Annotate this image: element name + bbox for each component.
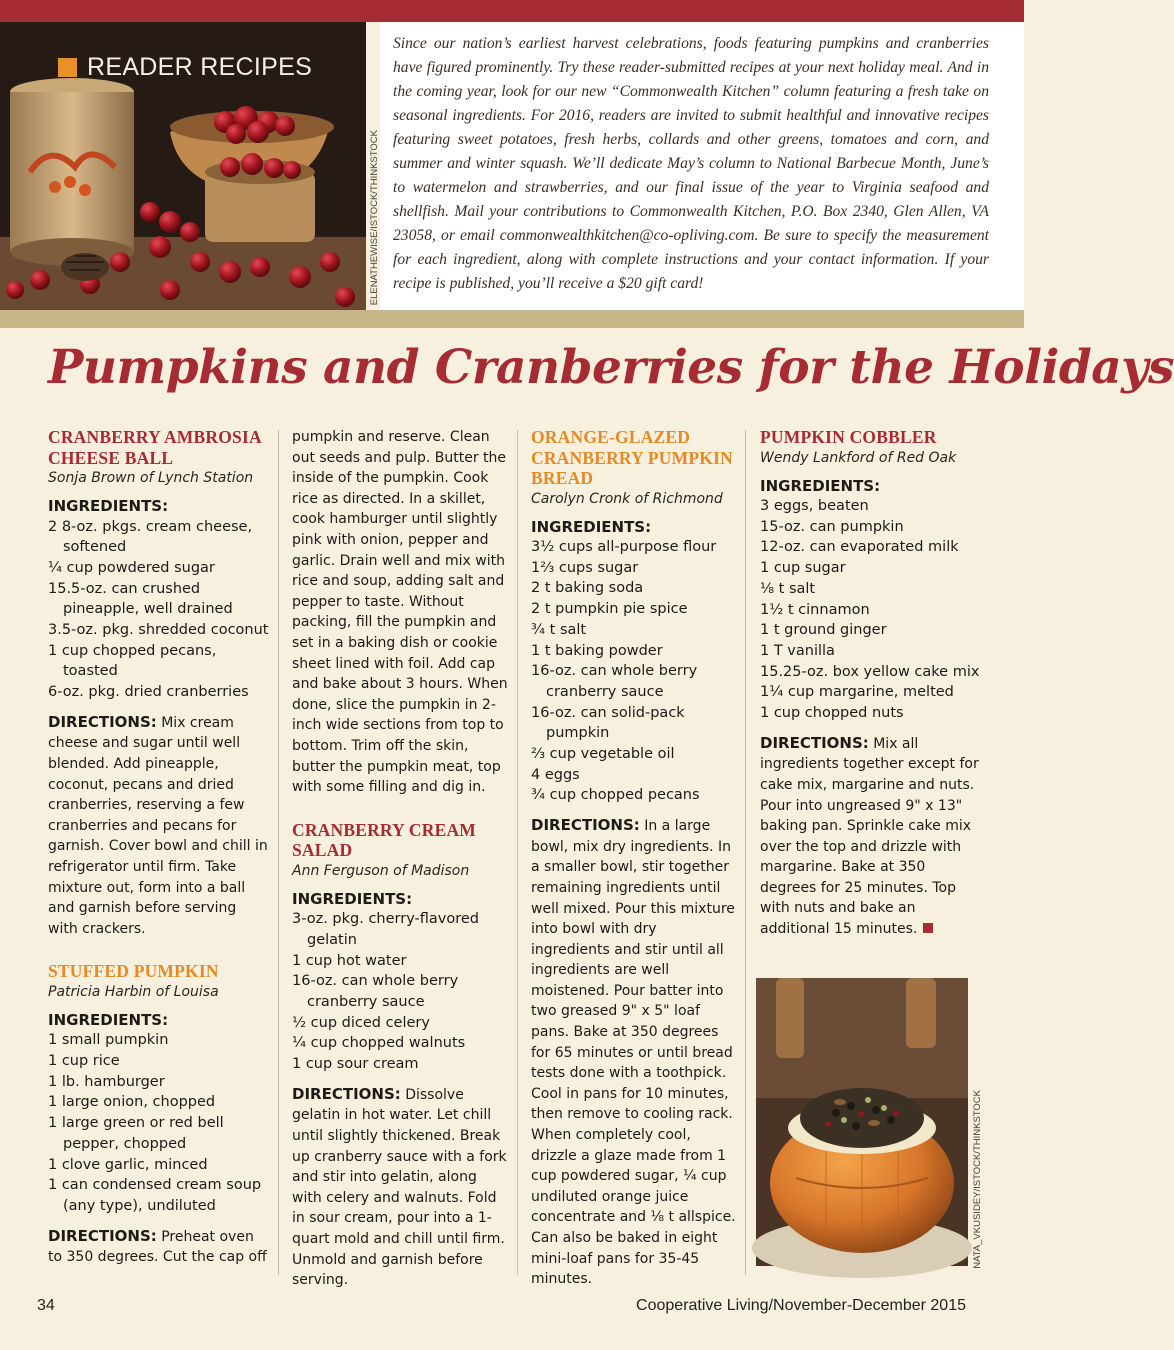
ingredient-item: 15-oz. can pumpkin [760,518,904,535]
page-number: 34 [37,1297,55,1314]
publication-footer: Cooperative Living/November-December 2015 [636,1297,966,1314]
ingredient-item: 12-oz. can evaporated milk [760,539,959,556]
tag-square-icon [58,58,77,77]
recipe-title: PUMPKIN COBBLER [760,427,937,447]
recipe-author: Sonja Brown of Lynch Station [48,470,254,486]
ingredient-item: 3½ cups all-purpose flour [531,539,717,555]
ingredients-heading: INGREDIENTS: [292,889,413,908]
ingredient-item: ¾ t salt [531,621,587,638]
recipe-directions [760,733,982,940]
ingredient-item: 15.5-oz. can crushed pineapple, well drained [48,580,233,618]
ingredient-item: 16-oz. can whole berry cranberry sauce [292,973,459,1010]
directions-text: Mix all ingredients together except for cake mix, margarine and nuts. Pour into ungreased 9" x 13" baking pan. Sprinkle cake mix over the top and drizzle with margarine. Bake at 350 degrees for 25 minutes. Top with nuts and bake an additional 15 minutes. [760,735,979,938]
column-4 [760,427,982,940]
ingredients-heading: INGREDIENTS: [760,476,881,495]
column-2 [292,427,510,1291]
recipe-directions [292,1084,510,1291]
ingredient-item: 1 can condensed cream soup (any type), undiluted [48,1177,262,1214]
ingredient-item: 1 cup rice [48,1053,120,1070]
intro-paragraph: Since our nation’s earliest harvest celebrations, foods featuring pumpkins and cranberries have figured prominently. Try these reader-submitted recipes at your next holiday meal. And in the coming year, look for our new “Commonwealth Kitchen” column featuring a fresh take on seasonal ingredients. For 2016, readers are invited to submit healthful and innovative recipes featuring sweet potatoes, fresh herbs, collards and other greens, tomatoes and corn, and summer and winter squash. We’ll dedicate May’s column to National Barbecue Month, June’s to watermelon and strawberries, and our final issue of the year to Virginia seafood and shellfish. Mail your contributions to Commonwealth Kitchen, P.O. Box 2340, Glen Allen, VA 23058, or email commonwealthkitchen@co-opliving.com. Be sure to specify the measurement for each ingredient, along with complete instructions and your contact information. If your recipe is published, you’ll receive a $20 gift card! [393,35,989,292]
ingredient-item: 1 small pumpkin [48,1032,169,1049]
directions-label: DIRECTIONS: [48,1226,157,1245]
section-tag [58,53,312,82]
ingredient-item: 3.5-oz. pkg. shredded coconut [48,622,269,639]
directions-label: DIRECTIONS: [760,733,869,752]
ingredient-item: 1¼ cup margarine, melted [760,684,954,701]
photo-credit: ELENATHEWISE/ISTOCK/THINKSTOCK [369,130,380,306]
ingredient-item: 1 t ground ginger [760,622,887,639]
section-tag-label: READER RECIPES [87,53,313,81]
ingredients-heading: INGREDIENTS: [48,497,169,515]
column-divider [745,430,746,1275]
ingredient-item: 1 cup chopped pecans, toasted [48,642,217,680]
recipe-directions [48,712,270,940]
recipe-title: STUFFED PUMPKIN [48,961,219,982]
ingredient-item: 1 clove garlic, minced [48,1156,208,1173]
directions-continued: pumpkin and reserve. Clean out seeds and pulp. Butter the inside of the pumpkin. Cook rice as directed. In a skillet, cook hamburger until slightly pink with onion, pepper and garlic. Drain well and mix with rice and soup, adding salt and pepper to taste. Without packing, fill the pumpkin and set in a baking dish or cookie sheet lined with foil. Add cap and bake about 3 hours. When done, slice the pumpkin in 2-inch wide sections from top to bottom. Trim off the skin, butter the pumpkin meat, top with some filling and dig in. [292,429,508,796]
recipe-directions [48,1226,270,1268]
ingredient-item: ½ cup diced celery [292,1014,430,1031]
ingredient-item: ¼ cup powdered sugar [48,559,215,576]
ingredient-item: ⅔ cup vegetable oil [531,746,675,763]
directions-text: Mix cream cheese and sugar until well blended. Add pineapple, coconut, pecans and dried cranberries, reserving a few cranberries and pecans for garnish. Cover bowl and chill in refrigerator until firm. Take mixture out, form into a ball and garnish before serving with crackers. [48,714,268,937]
ingredient-item: ¾ cup chopped pecans [531,787,700,804]
ingredient-item: 15.25-oz. box yellow cake mix [760,663,980,680]
column-divider [517,430,518,1275]
photo-credit: NATA_VKUSIDEY/ISTOCK/THINKSTOCK [972,1090,983,1269]
ingredient-item: 16-oz. can whole berry cranberry sauce [531,663,698,700]
recipe-author: Wendy Lankford of Red Oak [760,449,957,466]
end-mark-icon [923,923,933,933]
recipe-title: CRANBERRY CREAM SALAD [292,819,477,861]
top-color-band [0,0,1024,22]
page-title: Pumpkins and Cranberries for the Holidays [48,340,1174,395]
ingredient-item: 3 eggs, beaten [760,498,869,514]
ingredient-item: 2 t baking soda [531,580,644,597]
ingredient-item: 3-oz. pkg. cherry-flavored gelatin [292,911,479,948]
ingredient-item: 1 cup sugar [760,560,846,577]
directions-text: Preheat oven to 350 degrees. Cut the cap off [48,1228,267,1266]
directions-label: DIRECTIONS: [292,1084,401,1103]
stuffed-pumpkin-photo [756,978,968,1266]
column-divider [278,430,279,1275]
recipe-title: ORANGE-GLAZED CRANBERRY PUMPKIN BREAD [531,427,733,488]
gold-band [0,310,1024,328]
ingredients-heading: INGREDIENTS: [48,1010,169,1029]
column-1 [48,427,270,1268]
ingredient-item: 1 large onion, chopped [48,1094,216,1111]
ingredient-item: 1 cup hot water [292,952,407,969]
recipe-author: Patricia Harbin of Louisa [48,983,219,1000]
ingredient-item: 4 eggs [531,766,580,783]
directions-label: DIRECTIONS: [531,816,640,835]
ingredient-item: 1 T vanilla [760,642,835,659]
ingredients-heading: INGREDIENTS: [531,517,652,536]
directions-text: In a large bowl, mix dry ingredients. In a smaller bowl, stir together remaining ingredients until well mixed. Pour this mixture into bowl with dry ingredients and stir until all ingredients are well moistened. Pour batter into two greased 9" x 5" loaf pans. Bake at 350 degrees for 65 minutes or until bread tests done with a toothpick. Cool in pans for 10 minutes, then remove to cooling rack. When completely cool, drizzle a glaze made from 1 cup powdered sugar, ¼ cup undiluted orange juice concentrate and ⅛ t allspice. Can also be baked in eight mini-loaf pans for 35-45 minutes. [531,818,736,1288]
ingredient-item: ¼ cup chopped walnuts [292,1035,466,1052]
ingredient-item: 1⅔ cups sugar [531,559,639,576]
ingredient-item: 1 large green or red bell pepper, chopped [48,1115,224,1152]
ingredient-item: 1 t baking powder [531,642,663,659]
ingredient-item: 2 8-oz. pkgs. cream cheese, softened [48,518,253,556]
ingredient-item: 6-oz. pkg. dried cranberries [48,684,249,701]
column-3 [531,427,737,1290]
ingredient-item: 1 lb. hamburger [48,1073,165,1090]
ingredient-item: 2 t pumpkin pie spice [531,601,688,618]
directions-text: Dissolve gelatin in hot water. Let chill until slightly thickened. Break up cranberry sauce with a fork and stir into gelatin, along with celery and walnuts. Fold in sour cream, pour into a 1-quart mold and chill until firm. Unmold and garnish before serving. [292,1086,507,1289]
recipe-author: Ann Ferguson of Madison [292,862,470,879]
ingredient-item: 1 cup chopped nuts [760,705,904,722]
ingredient-item: ⅛ t salt [760,580,816,597]
ingredient-item: 1 cup sour cream [292,1056,419,1073]
ingredient-item: 16-oz. can solid-pack pumpkin [531,704,685,742]
recipe-directions [531,815,737,1290]
recipe-title: CRANBERRY AMBROSIA CHEESE BALL [48,427,261,468]
recipe-author: Carolyn Cronk of Richmond [531,490,723,507]
directions-label: DIRECTIONS: [48,712,157,731]
ingredient-item: 1½ t cinnamon [760,601,870,618]
